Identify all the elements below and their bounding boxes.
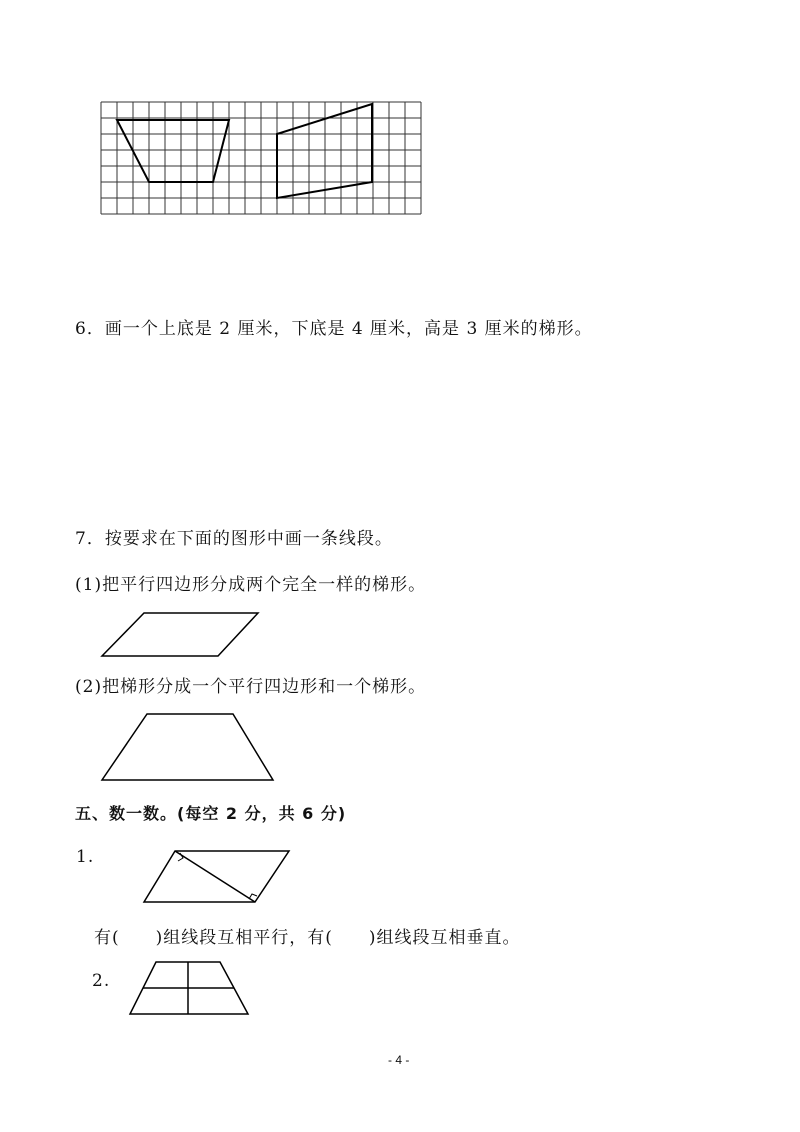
item-1-sentence: 有( )组线段互相平行，有( )组线段互相垂直。 — [94, 928, 521, 948]
item-1-number: 1. — [76, 847, 95, 867]
item-2-number: 2. — [92, 971, 111, 991]
question-7-part1: (1)把平行四边形分成两个完全一样的梯形。 — [75, 575, 427, 595]
question-7-part2: (2)把梯形分成一个平行四边形和一个梯形。 — [75, 677, 427, 697]
page-number: - 4 - — [388, 1053, 410, 1067]
question-7: 7．按要求在下面的图形中画一条线段。 — [75, 529, 393, 549]
section-5-title: 五、数一数。(每空 2 分，共 6 分) — [75, 804, 347, 823]
question-6: 6．画一个上底是 2 厘米，下底是 4 厘米，高是 3 厘米的梯形。 — [75, 319, 593, 339]
